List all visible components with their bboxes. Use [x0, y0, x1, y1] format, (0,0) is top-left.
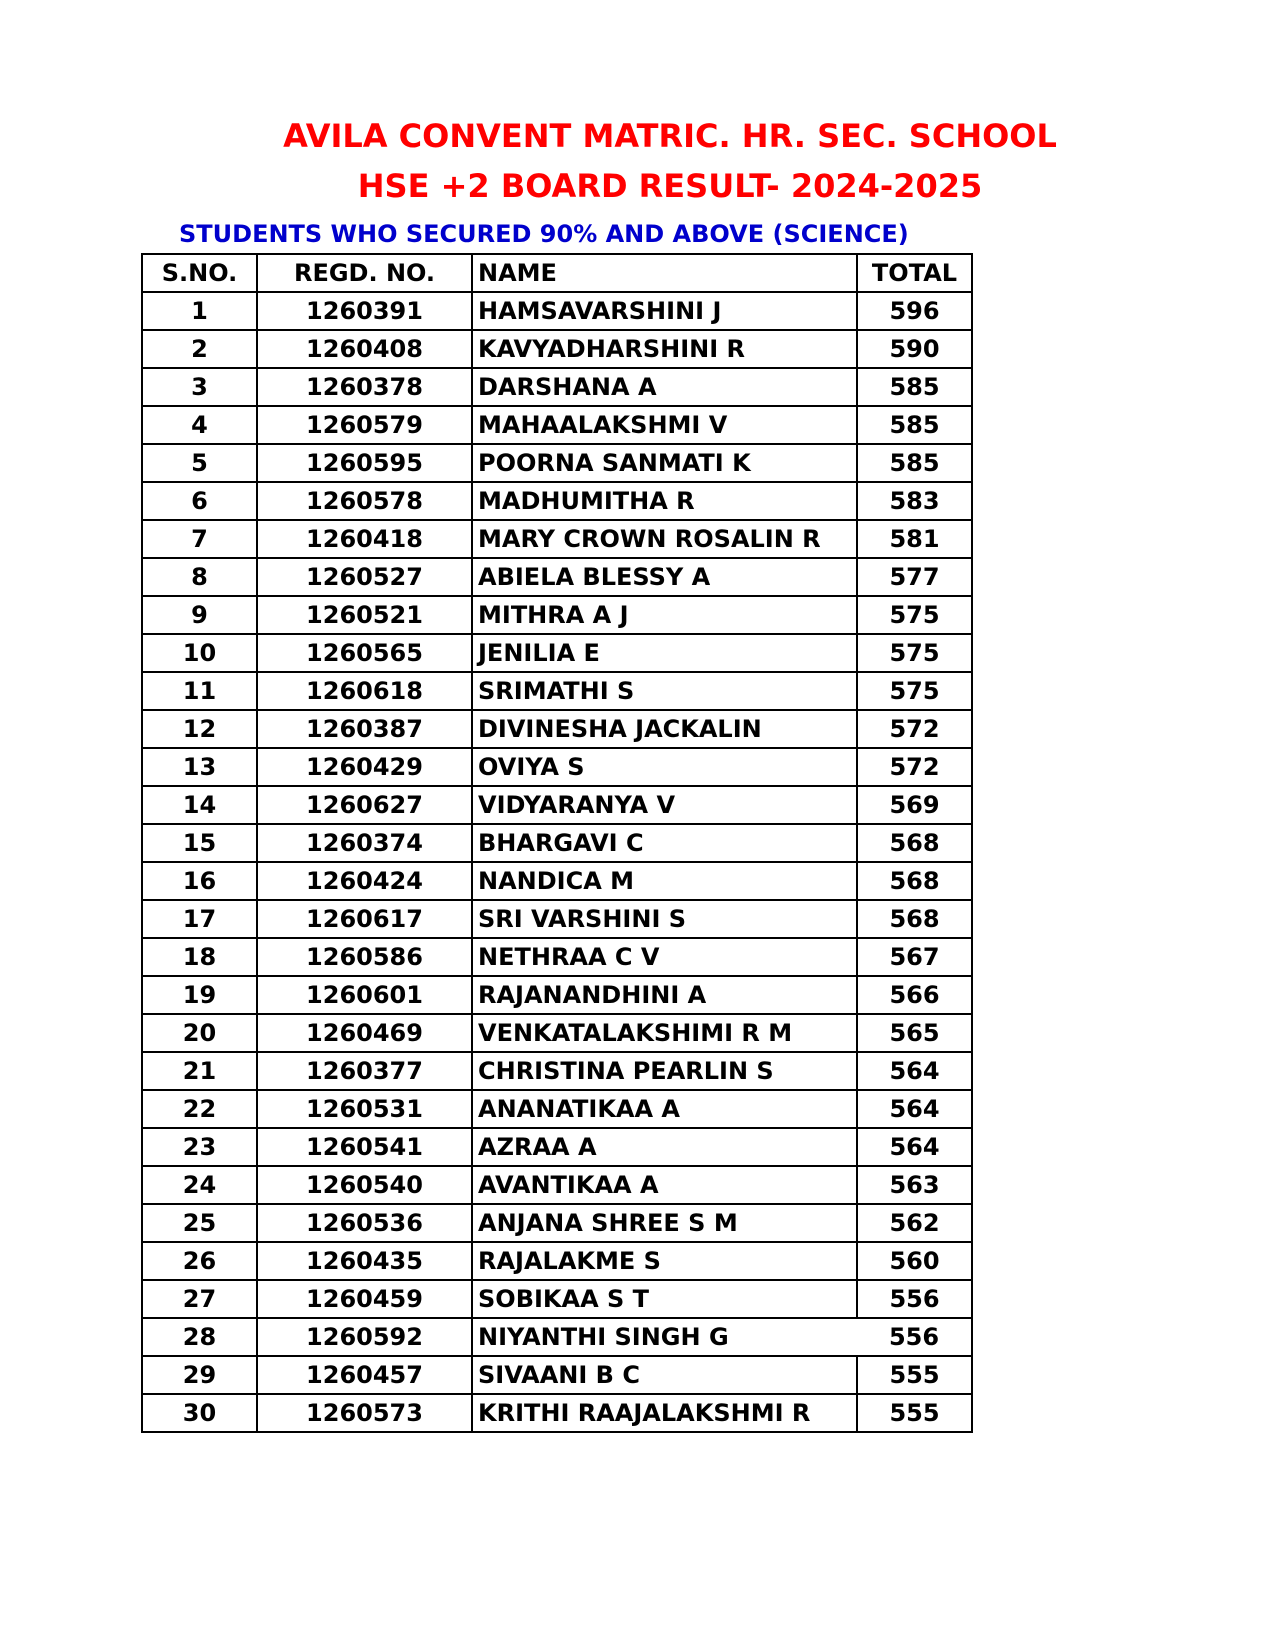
table-row — [142, 520, 972, 558]
table-row — [142, 1394, 972, 1432]
cell-name: BHARGAVI C — [472, 824, 857, 862]
cell-regd-no: 1260595 — [257, 444, 472, 482]
cell-total: 572 — [857, 748, 972, 786]
cell-sno: 11 — [142, 672, 257, 710]
cell-sno: 10 — [142, 634, 257, 672]
cell-regd-no: 1260387 — [257, 710, 472, 748]
cell-regd-no: 1260378 — [257, 368, 472, 406]
cell-name: ANANATIKAA A — [472, 1090, 857, 1128]
cell-name: JENILIA E — [472, 634, 857, 672]
table-row — [142, 786, 972, 824]
cell-name: AZRAA A — [472, 1128, 857, 1166]
table-row — [142, 824, 972, 862]
cell-name: NETHRAA C V — [472, 938, 857, 976]
cell-regd-no: 1260418 — [257, 520, 472, 558]
cell-name: KRITHI RAAJALAKSHMI R — [472, 1394, 857, 1432]
cell-regd-no: 1260457 — [257, 1356, 472, 1394]
cell-name: MARY CROWN ROSALIN R — [472, 520, 857, 558]
result-title: HSE +2 BOARD RESULT- 2024-2025 — [357, 167, 983, 205]
table-row — [142, 1090, 972, 1128]
cell-total: 596 — [857, 292, 972, 330]
cell-regd-no: 1260391 — [257, 292, 472, 330]
cell-total: 555 — [857, 1394, 972, 1432]
cell-name: AVANTIKAA A — [472, 1166, 857, 1204]
cell-sno: 7 — [142, 520, 257, 558]
table-row — [142, 292, 972, 330]
table-row — [142, 1242, 972, 1280]
cell-regd-no: 1260536 — [257, 1204, 472, 1242]
cell-total: 572 — [857, 710, 972, 748]
cell-name: VIDYARANYA V — [472, 786, 857, 824]
cell-total: 581 — [857, 520, 972, 558]
table-row — [142, 1014, 972, 1052]
cell-total: 555 — [857, 1356, 972, 1394]
cell-sno: 19 — [142, 976, 257, 1014]
results-table-body — [142, 292, 972, 1432]
cell-name: SOBIKAA S T — [472, 1280, 857, 1318]
cell-sno: 6 — [142, 482, 257, 520]
cell-total: 564 — [857, 1128, 972, 1166]
cell-regd-no: 1260601 — [257, 976, 472, 1014]
cell-regd-no: 1260565 — [257, 634, 472, 672]
cell-regd-no: 1260573 — [257, 1394, 472, 1432]
cell-total: 562 — [857, 1204, 972, 1242]
cell-name: VENKATALAKSHIMI R M — [472, 1014, 857, 1052]
cell-sno: 15 — [142, 824, 257, 862]
cell-regd-no: 1260469 — [257, 1014, 472, 1052]
cell-name: DIVINESHA JACKALIN — [472, 710, 857, 748]
cell-sno: 2 — [142, 330, 257, 368]
cell-sno: 5 — [142, 444, 257, 482]
column-header-total: TOTAL — [857, 254, 972, 292]
cell-name: RAJALAKME S — [472, 1242, 857, 1280]
cell-sno: 23 — [142, 1128, 257, 1166]
cell-total: 568 — [857, 862, 972, 900]
table-row — [142, 938, 972, 976]
cell-total: 575 — [857, 634, 972, 672]
cell-regd-no: 1260627 — [257, 786, 472, 824]
cell-name: ANJANA SHREE S M — [472, 1204, 857, 1242]
cell-sno: 28 — [142, 1318, 257, 1356]
cell-name: HAMSAVARSHINI J — [472, 292, 857, 330]
cell-sno: 8 — [142, 558, 257, 596]
cell-regd-no: 1260579 — [257, 406, 472, 444]
cell-total: 585 — [857, 406, 972, 444]
table-row — [142, 634, 972, 672]
cell-total: 569 — [857, 786, 972, 824]
cell-sno: 14 — [142, 786, 257, 824]
table-row — [142, 672, 972, 710]
cell-name: KAVYADHARSHINI R — [472, 330, 857, 368]
cell-name: SRI VARSHINI S — [472, 900, 857, 938]
cell-total: 575 — [857, 672, 972, 710]
table-header-row — [142, 254, 972, 292]
cell-total: 577 — [857, 558, 972, 596]
cell-sno: 16 — [142, 862, 257, 900]
column-header-name: NAME — [472, 254, 857, 292]
cell-name: DARSHANA A — [472, 368, 857, 406]
cell-name: CHRISTINA PEARLIN S — [472, 1052, 857, 1090]
cell-sno: 25 — [142, 1204, 257, 1242]
cell-regd-no: 1260540 — [257, 1166, 472, 1204]
cell-name: NANDICA M — [472, 862, 857, 900]
table-row — [142, 976, 972, 1014]
table-row — [142, 1356, 972, 1394]
column-header-regd-no: REGD. NO. — [257, 254, 472, 292]
table-row — [142, 596, 972, 634]
cell-total: 568 — [857, 900, 972, 938]
cell-regd-no: 1260374 — [257, 824, 472, 862]
cell-total: 590 — [857, 330, 972, 368]
cell-sno: 24 — [142, 1166, 257, 1204]
table-row — [142, 558, 972, 596]
cell-sno: 17 — [142, 900, 257, 938]
cell-sno: 26 — [142, 1242, 257, 1280]
cell-total: 566 — [857, 976, 972, 1014]
cell-name: ABIELA BLESSY A — [472, 558, 857, 596]
cell-name: OVIYA S — [472, 748, 857, 786]
cell-sno: 13 — [142, 748, 257, 786]
cell-sno: 21 — [142, 1052, 257, 1090]
cell-regd-no: 1260408 — [257, 330, 472, 368]
cell-total: 563 — [857, 1166, 972, 1204]
cell-regd-no: 1260435 — [257, 1242, 472, 1280]
table-row — [142, 406, 972, 444]
cell-name: MITHRA A J — [472, 596, 857, 634]
table-row — [142, 900, 972, 938]
cell-total: 585 — [857, 368, 972, 406]
cell-sno: 27 — [142, 1280, 257, 1318]
column-header-sno: S.NO. — [142, 254, 257, 292]
cell-sno: 3 — [142, 368, 257, 406]
table-row — [142, 1204, 972, 1242]
cell-name: MADHUMITHA R — [472, 482, 857, 520]
cell-total: 565 — [857, 1014, 972, 1052]
results-subtitle: STUDENTS WHO SECURED 90% AND ABOVE (SCIENCE) — [179, 220, 909, 248]
cell-regd-no: 1260617 — [257, 900, 472, 938]
cell-name: SRIMATHI S — [472, 672, 857, 710]
cell-regd-no: 1260521 — [257, 596, 472, 634]
table-row — [142, 710, 972, 748]
cell-total: 564 — [857, 1052, 972, 1090]
table-row — [142, 1052, 972, 1090]
cell-regd-no: 1260531 — [257, 1090, 472, 1128]
cell-total: 583 — [857, 482, 972, 520]
cell-regd-no: 1260377 — [257, 1052, 472, 1090]
cell-regd-no: 1260541 — [257, 1128, 472, 1166]
cell-total: 560 — [857, 1242, 972, 1280]
table-row — [142, 330, 972, 368]
cell-sno: 4 — [142, 406, 257, 444]
cell-regd-no: 1260459 — [257, 1280, 472, 1318]
cell-sno: 1 — [142, 292, 257, 330]
results-table — [141, 253, 973, 1433]
cell-name: NIYANTHI SINGH G — [472, 1318, 857, 1356]
cell-regd-no: 1260592 — [257, 1318, 472, 1356]
cell-sno: 12 — [142, 710, 257, 748]
cell-regd-no: 1260586 — [257, 938, 472, 976]
cell-total: 564 — [857, 1090, 972, 1128]
table-row — [142, 1280, 972, 1318]
cell-sno: 18 — [142, 938, 257, 976]
table-row — [142, 368, 972, 406]
table-row — [142, 862, 972, 900]
cell-total: 568 — [857, 824, 972, 862]
cell-total: 585 — [857, 444, 972, 482]
table-row — [142, 1166, 972, 1204]
cell-total: 556 — [857, 1318, 972, 1356]
cell-sno: 30 — [142, 1394, 257, 1432]
cell-name: MAHAALAKSHMI V — [472, 406, 857, 444]
table-row — [142, 748, 972, 786]
cell-sno: 29 — [142, 1356, 257, 1394]
cell-total: 556 — [857, 1280, 972, 1318]
table-row — [142, 482, 972, 520]
school-title: AVILA CONVENT MATRIC. HR. SEC. SCHOOL — [283, 117, 1057, 155]
cell-name: SIVAANI B C — [472, 1356, 857, 1394]
table-row — [142, 1318, 972, 1356]
cell-sno: 20 — [142, 1014, 257, 1052]
cell-name: RAJANANDHINI A — [472, 976, 857, 1014]
cell-regd-no: 1260527 — [257, 558, 472, 596]
cell-regd-no: 1260578 — [257, 482, 472, 520]
cell-sno: 22 — [142, 1090, 257, 1128]
cell-regd-no: 1260618 — [257, 672, 472, 710]
cell-regd-no: 1260429 — [257, 748, 472, 786]
table-row — [142, 1128, 972, 1166]
table-row — [142, 444, 972, 482]
cell-total: 575 — [857, 596, 972, 634]
cell-regd-no: 1260424 — [257, 862, 472, 900]
cell-total: 567 — [857, 938, 972, 976]
cell-sno: 9 — [142, 596, 257, 634]
cell-name: POORNA SANMATI K — [472, 444, 857, 482]
